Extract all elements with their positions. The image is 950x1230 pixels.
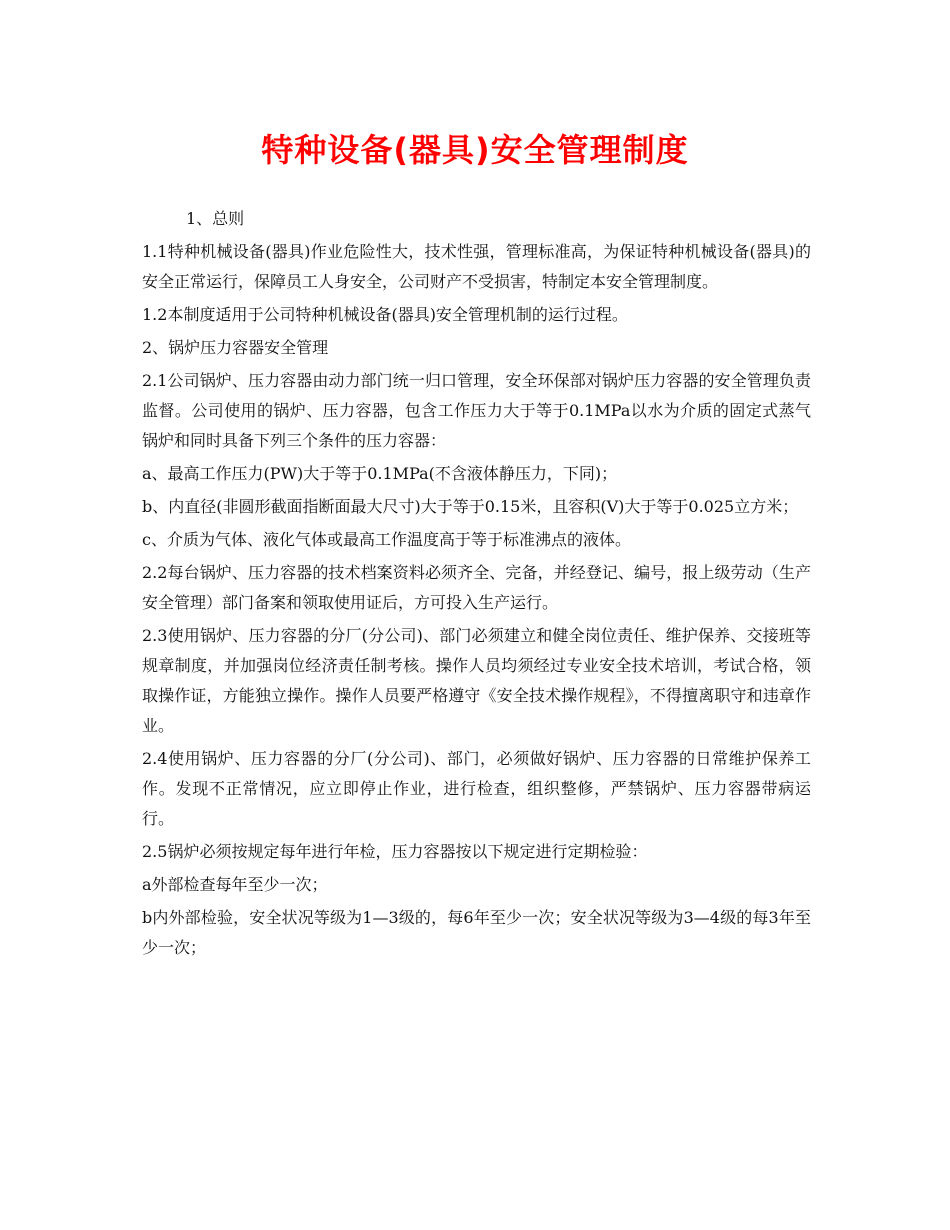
list-item-c: c、介质为气体、液化气体或最高工作温度高于等于标准沸点的液体。 [142,530,631,549]
paragraph-2-1: 2.1公司锅炉、压力容器由动力部门统一归口管理，安全环保部对锅炉压力容器的安全管理负责监督。公司使用的锅炉、压力容器，包含工作压力大于等于0.1MPa以水为介质的固定式蒸气锅炉和同时具备下列三个条件的压力容器： [142,371,811,450]
paragraph-2-2: 2.2每台锅炉、压力容器的技术档案资料必须齐全、完备，并经登记、编号，报上级劳动（生产安全管理）部门备案和领取使用证后，方可投入生产运行。 [142,563,811,612]
paragraph-1-2: 1.2本制度适用于公司特种机械设备(器具)安全管理机制的运行过程。 [142,305,628,324]
paragraph-1-1: 1.1特种机械设备(器具)作业危险性大，技术性强，管理标准高，为保证特种机械设备(器具)的安全正常运行，保障员工人身安全，公司财产不受损害，特制定本安全管理制度。 [142,242,811,291]
list-item-b: b、内直径(非圆形截面指断面最大尺寸)大于等于0.15米，且容积(V)大于等于0.025立方米； [142,497,799,516]
document-title: 特种设备(器具)安全管理制度 [261,131,689,169]
paragraph-2-5: 2.5锅炉必须按规定每年进行年检，压力容器按以下规定进行定期检验： [142,842,648,861]
section-heading-general: 1、总则 [186,209,245,228]
paragraph-2-3: 2.3使用锅炉、压力容器的分厂(分公司)、部门必须建立和健全岗位责任、维护保养、交接班等规章制度，并加强岗位经济责任制考核。操作人员均须经过专业安全技术培训，考试合格，领取操作证，方能独立操作。操作人员要严格遵守《安全技术操作规程》，不得擅离职守和违章作业。 [142,626,811,735]
section-heading-boiler: 2、锅炉压力容器安全管理 [142,338,329,357]
list-item-a: a、最高工作压力(PW)大于等于0.1MPa(不含液体静压力，下同)； [142,464,618,483]
document-body [142,204,811,966]
paragraph-2-4: 2.4使用锅炉、压力容器的分厂(分公司)、部门，必须做好锅炉、压力容器的日常维护保养工作。发现不正常情况，应立即停止作业，进行检查，组织整修，严禁锅炉、压力容器带病运行。 [142,749,811,828]
inspection-item-b: b内外部检验，安全状况等级为1—3级的，每6年至少一次；安全状况等级为3—4级的每3年至少一次； [142,908,811,957]
inspection-item-a: a外部检查每年至少一次； [142,875,328,894]
